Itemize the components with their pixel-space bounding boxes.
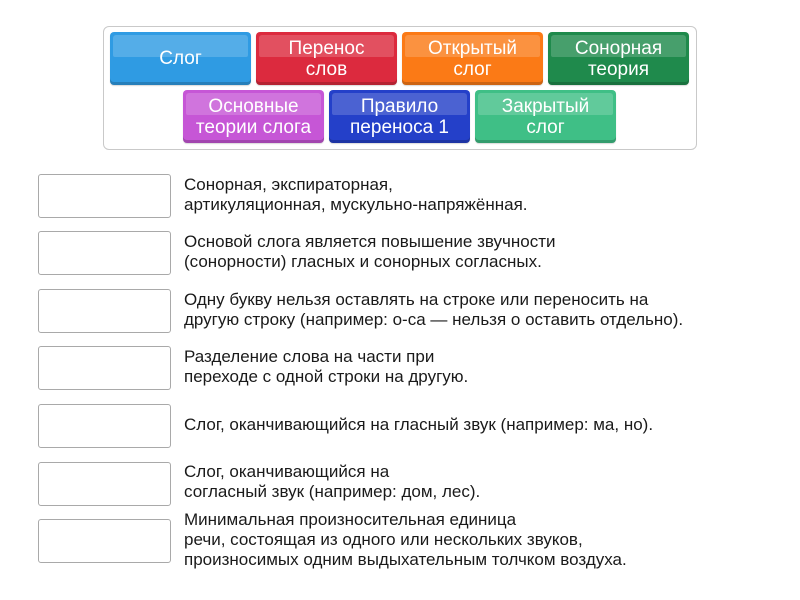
tile-perenos-slov[interactable] <box>256 32 397 85</box>
definition-4: Разделение слова на части при переходе с одной строки на другую. <box>184 347 469 386</box>
definition-7: Минимальная произносительная единица речи, состоящая из одного или нескольких звуков, произносимых одним выдыхательным толчком воздуха. <box>184 510 627 569</box>
tile-osnovnye-teorii-sloga[interactable] <box>183 90 324 143</box>
drop-slot-1[interactable] <box>38 174 171 218</box>
tile-label: Сонорная теория <box>574 37 663 80</box>
tile-slog[interactable] <box>110 32 251 85</box>
definition-2: Основой слога является повышение звучности (сонорности) гласных и сонорных согласных. <box>184 232 556 271</box>
drop-slot-3[interactable] <box>38 289 171 333</box>
definition-5: Слог, оканчивающийся на гласный звук (например: ма, но). <box>184 415 654 434</box>
tile-label: Открытый слог <box>428 37 517 80</box>
tile-pravilo-perenosa-1[interactable] <box>329 90 470 143</box>
definition-1: Сонорная, экспираторная, артикуляционная, мускульно-напряжённая. <box>184 175 528 214</box>
tile-label: Правило переноса 1 <box>350 95 449 138</box>
drop-slot-5[interactable] <box>38 404 171 448</box>
tile-label: Закрытый слог <box>501 95 590 138</box>
tile-label: Слог <box>159 48 202 69</box>
drop-slot-4[interactable] <box>38 346 171 390</box>
tile-label: Перенос слов <box>288 37 365 80</box>
tile-otkrytyj-slog[interactable] <box>402 32 543 85</box>
definition-3: Одну букву нельзя оставлять на строке или переносить на другую строку (например: о-са — нельзя о оставить отдельно). <box>184 290 684 329</box>
drop-slot-2[interactable] <box>38 231 171 275</box>
definition-6: Слог, оканчивающийся на согласный звук (например: дом, лес). <box>184 462 481 501</box>
drop-slot-6[interactable] <box>38 462 171 506</box>
tile-zakrytyj-slog[interactable] <box>475 90 616 143</box>
tile-sonornaya-teoriya[interactable] <box>548 32 689 85</box>
tile-label: Основные теории слога <box>195 95 312 138</box>
drop-slot-7[interactable] <box>38 519 171 563</box>
